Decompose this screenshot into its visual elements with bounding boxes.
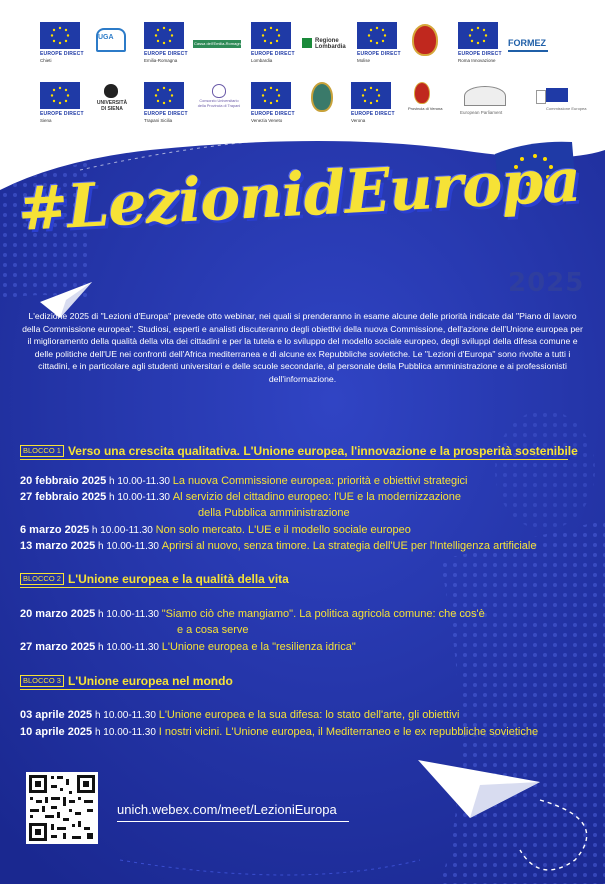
block-title: L'Unione europea e la qualità della vita — [67, 572, 289, 586]
provincia-verona-logo: Provincia di Verona — [408, 80, 448, 130]
european-parliament-logo: European Parliament — [460, 80, 520, 130]
event-row: 6 marzo 2025 h 10.00-11.30 Non solo mercato. L'UE e il modello sociale europeo — [20, 524, 411, 536]
intro-paragraph: L'edizione 2025 di "Lezioni d'Europa" prevede otto webinar, nei quali si prenderanno in esame alcune delle priorità indicate dal "Piano di lavoro della Commissione europea". Studiosi, esperti e analisti discuteranno degli obiettivi della nuova Commissione, dell'azione dell'Unione europea per il miglioramento della qualità della vita dei cittadini e per la tutela e lo sviluppo del modello sociale europeo, degli sviluppi della difesa comune e delle politiche dell'UE nei confronti dell'Africa mediterranea e di alcune ex Repubbliche sovietiche. Le "Lezioni d'Europa" sono rivolte a tutti i cittadini, e in particolare agli studenti universitari e delle scuole secondarie, al personale della Pubblica amministrazione e ai professionisti dell'informazione. — [22, 311, 583, 384]
block-tag: BLOCCO 2 — [20, 573, 64, 585]
block-3-header — [20, 673, 233, 689]
europe-direct-logo: EUROPE DIRECT Emilia-Romagna — [144, 20, 194, 70]
europe-direct-logo: EUROPE DIRECT Chieti — [40, 20, 90, 70]
consorzio-trapani-logo: Consorzio Universitario della Provincia di Trapani — [196, 80, 242, 130]
divider — [20, 689, 220, 690]
uga-logo: UGA — [94, 20, 124, 70]
year-label: 2025 — [508, 268, 585, 298]
qr-code-icon[interactable] — [26, 772, 98, 844]
event-row: 27 febbraio 2025 h 10.00-11.30 Al servizio del cittadino europeo: l'UE e la modernizzazione — [20, 491, 462, 503]
europe-direct-logo: EUROPE DIRECT Venezia Veneto — [251, 80, 301, 130]
universita-siena-logo: UNIVERSITÀ DI SIENA — [94, 80, 130, 130]
event-row: 13 marzo 2025 h 10.00-11.30 Aprirsi al nuovo, senza timore. La strategia dell'UE per l'Intelligenza artificiale — [20, 540, 537, 552]
block-1-header — [20, 443, 578, 459]
europe-direct-logo: EUROPE DIRECT Siena — [40, 80, 90, 130]
block-2-header — [20, 571, 289, 587]
link-underline — [117, 821, 349, 822]
event-row: 20 febbraio 2025 h 10.00-11.30 La nuova Commissione europea: priorità e obiettivi strategici — [20, 475, 468, 487]
cassa-logo: Cassa dell'Emilia-Romagna — [194, 41, 244, 46]
page-title: #LezionidEuropa — [16, 145, 582, 245]
event-topic-continuation: della Pubblica amministrazione — [198, 507, 350, 519]
event-row: 10 aprile 2025 h 10.00-11.30 I nostri vicini. L'Unione europea, il Mediterraneo e le ex repubbliche sovietiche — [20, 726, 539, 738]
divider — [20, 459, 568, 460]
title-block — [16, 145, 598, 270]
block-tag: BLOCCO 3 — [20, 675, 64, 687]
regione-lombardia-logo: Regione Lombardia — [302, 20, 352, 70]
divider — [20, 587, 276, 588]
block-title: L'Unione europea nel mondo — [67, 674, 233, 688]
event-topic-continuation: e a cosa serve — [177, 624, 249, 636]
block-title: Verso una crescita qualitativa. L'Unione europea, l'innovazione e la prosperità sostenibile — [67, 444, 578, 458]
block-tag: BLOCCO 1 — [20, 445, 64, 457]
event-row: 27 marzo 2025 h 10.00-11.30 L'Unione europea e la "resilienza idrica" — [20, 641, 356, 653]
europe-direct-logo: EUROPE DIRECT Molise — [357, 20, 407, 70]
european-commission-logo: Commissione Europea — [536, 80, 596, 130]
europe-direct-logo: EUROPE DIRECT Trapani Sicilia — [144, 80, 194, 130]
europe-direct-logo: EUROPE DIRECT Roma Innovazione — [458, 20, 508, 70]
event-row: 20 marzo 2025 h 10.00-11.30 "Siamo ciò che mangiamo". La politica agricola comune: che cos'è — [20, 608, 485, 620]
event-row: 03 aprile 2025 h 10.00-11.30 L'Unione europea e la sua difesa: lo stato dell'arte, gli obiettivi — [20, 709, 460, 721]
formez-logo: FORMEZ — [508, 20, 558, 70]
europe-direct-logo: EUROPE DIRECT Verona — [351, 80, 401, 130]
webinar-link[interactable]: unich.webex.com/meet/LezioniEuropa — [117, 802, 337, 817]
europe-direct-logo: EUROPE DIRECT Lombardia — [251, 20, 301, 70]
